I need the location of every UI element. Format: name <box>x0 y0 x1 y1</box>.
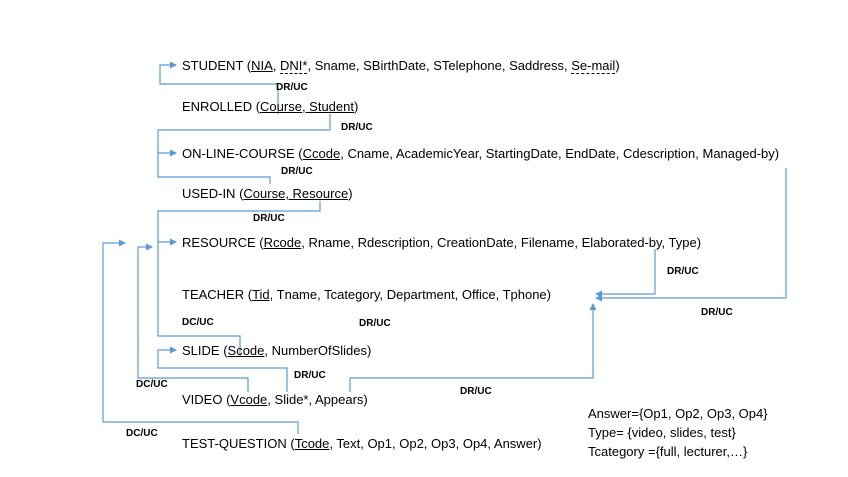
alternate-key: DNI* <box>280 58 308 73</box>
attributes: , Cname, AcademicYear, StartingDate, EndDate, Cdescription, Managed-by) <box>340 146 780 161</box>
primary-key: Ccode <box>302 146 341 161</box>
paren-open: ( <box>219 343 228 358</box>
paren-open: ( <box>243 58 252 73</box>
relation-name: SLIDE <box>182 343 220 358</box>
relation-online-course <box>182 146 779 161</box>
attributes: , Rname, Rdescription, CreationDate, Filename, Elaborated-by, Type) <box>301 235 702 250</box>
connector-label: DC/UC <box>136 379 168 390</box>
relation-test-question <box>182 436 542 451</box>
relation-name: TEST-QUESTION <box>182 436 287 451</box>
primary-key: Scode <box>227 343 265 358</box>
primary-key: Rcode <box>263 235 302 250</box>
connector-label: DR/UC <box>359 318 391 329</box>
relation-name: STUDENT <box>182 58 244 73</box>
answer-domain: Answer={Op1, Op2, Op3, Op4} <box>588 406 768 421</box>
primary-key: Vcode <box>230 392 268 407</box>
relation-enrolled <box>182 99 358 114</box>
paren-open: ( <box>255 235 264 250</box>
connector-label: DR/UC <box>276 82 308 93</box>
relation-name: ENROLLED <box>182 99 253 114</box>
relation-student <box>182 58 620 73</box>
connector-label: DR/UC <box>460 386 492 397</box>
connector-label: DR/UC <box>281 166 313 177</box>
relation-name: VIDEO <box>182 392 223 407</box>
connector-label: DC/UC <box>182 317 214 328</box>
relation-name: TEACHER <box>182 287 245 302</box>
connector-label: DR/UC <box>341 122 373 133</box>
attributes: , Sname, SBirthDate, STelephone, Saddress, <box>307 58 572 73</box>
relation-teacher <box>182 287 551 302</box>
paren-open: ( <box>222 392 231 407</box>
connector-label: DR/UC <box>294 370 326 381</box>
paren-open: ( <box>286 436 295 451</box>
primary-key: Tid <box>252 287 270 302</box>
attributes: , Slide*, Appears) <box>267 392 368 407</box>
paren-close: ) <box>348 186 353 201</box>
paren-close: ) <box>615 58 620 73</box>
domain-notes <box>588 404 768 461</box>
connector-label: DR/UC <box>253 213 285 224</box>
relation-name: RESOURCE <box>182 235 256 250</box>
separator: , <box>272 58 281 73</box>
attributes: , Text, Op1, Op2, Op3, Op4, Answer) <box>329 436 542 451</box>
connector-managedby-teacher <box>596 168 786 298</box>
alternate-key: Se-mail <box>571 58 616 73</box>
relation-name: ON-LINE-COURSE <box>182 146 295 161</box>
tcategory-domain: Tcategory ={full, lecturer,…} <box>588 444 748 459</box>
attributes: , NumberOfSlides) <box>264 343 372 358</box>
primary-key: NIA <box>251 58 273 73</box>
primary-key: Course, Student <box>260 99 354 114</box>
paren-open: ( <box>294 146 303 161</box>
paren-open: ( <box>244 287 253 302</box>
connector-elaboratedby-teacher <box>596 249 655 294</box>
attributes: , Tname, Tcategory, Department, Office, Tphone) <box>269 287 551 302</box>
paren-open: ( <box>235 186 244 201</box>
connector-label: DR/UC <box>667 266 699 277</box>
connector-label: DR/UC <box>701 307 733 318</box>
relation-used-in <box>182 186 353 201</box>
relation-video <box>182 392 368 407</box>
connector-label: DC/UC <box>126 428 158 439</box>
paren-close: ) <box>353 99 359 114</box>
type-domain: Type= {video, slides, test} <box>588 425 736 440</box>
relation-name: USED-IN <box>182 186 236 201</box>
relation-resource <box>182 235 701 250</box>
paren-open: ( <box>252 99 261 114</box>
primary-key: Tcode <box>294 436 330 451</box>
relation-slide <box>182 343 371 358</box>
primary-key: Course, Resource <box>243 186 349 201</box>
